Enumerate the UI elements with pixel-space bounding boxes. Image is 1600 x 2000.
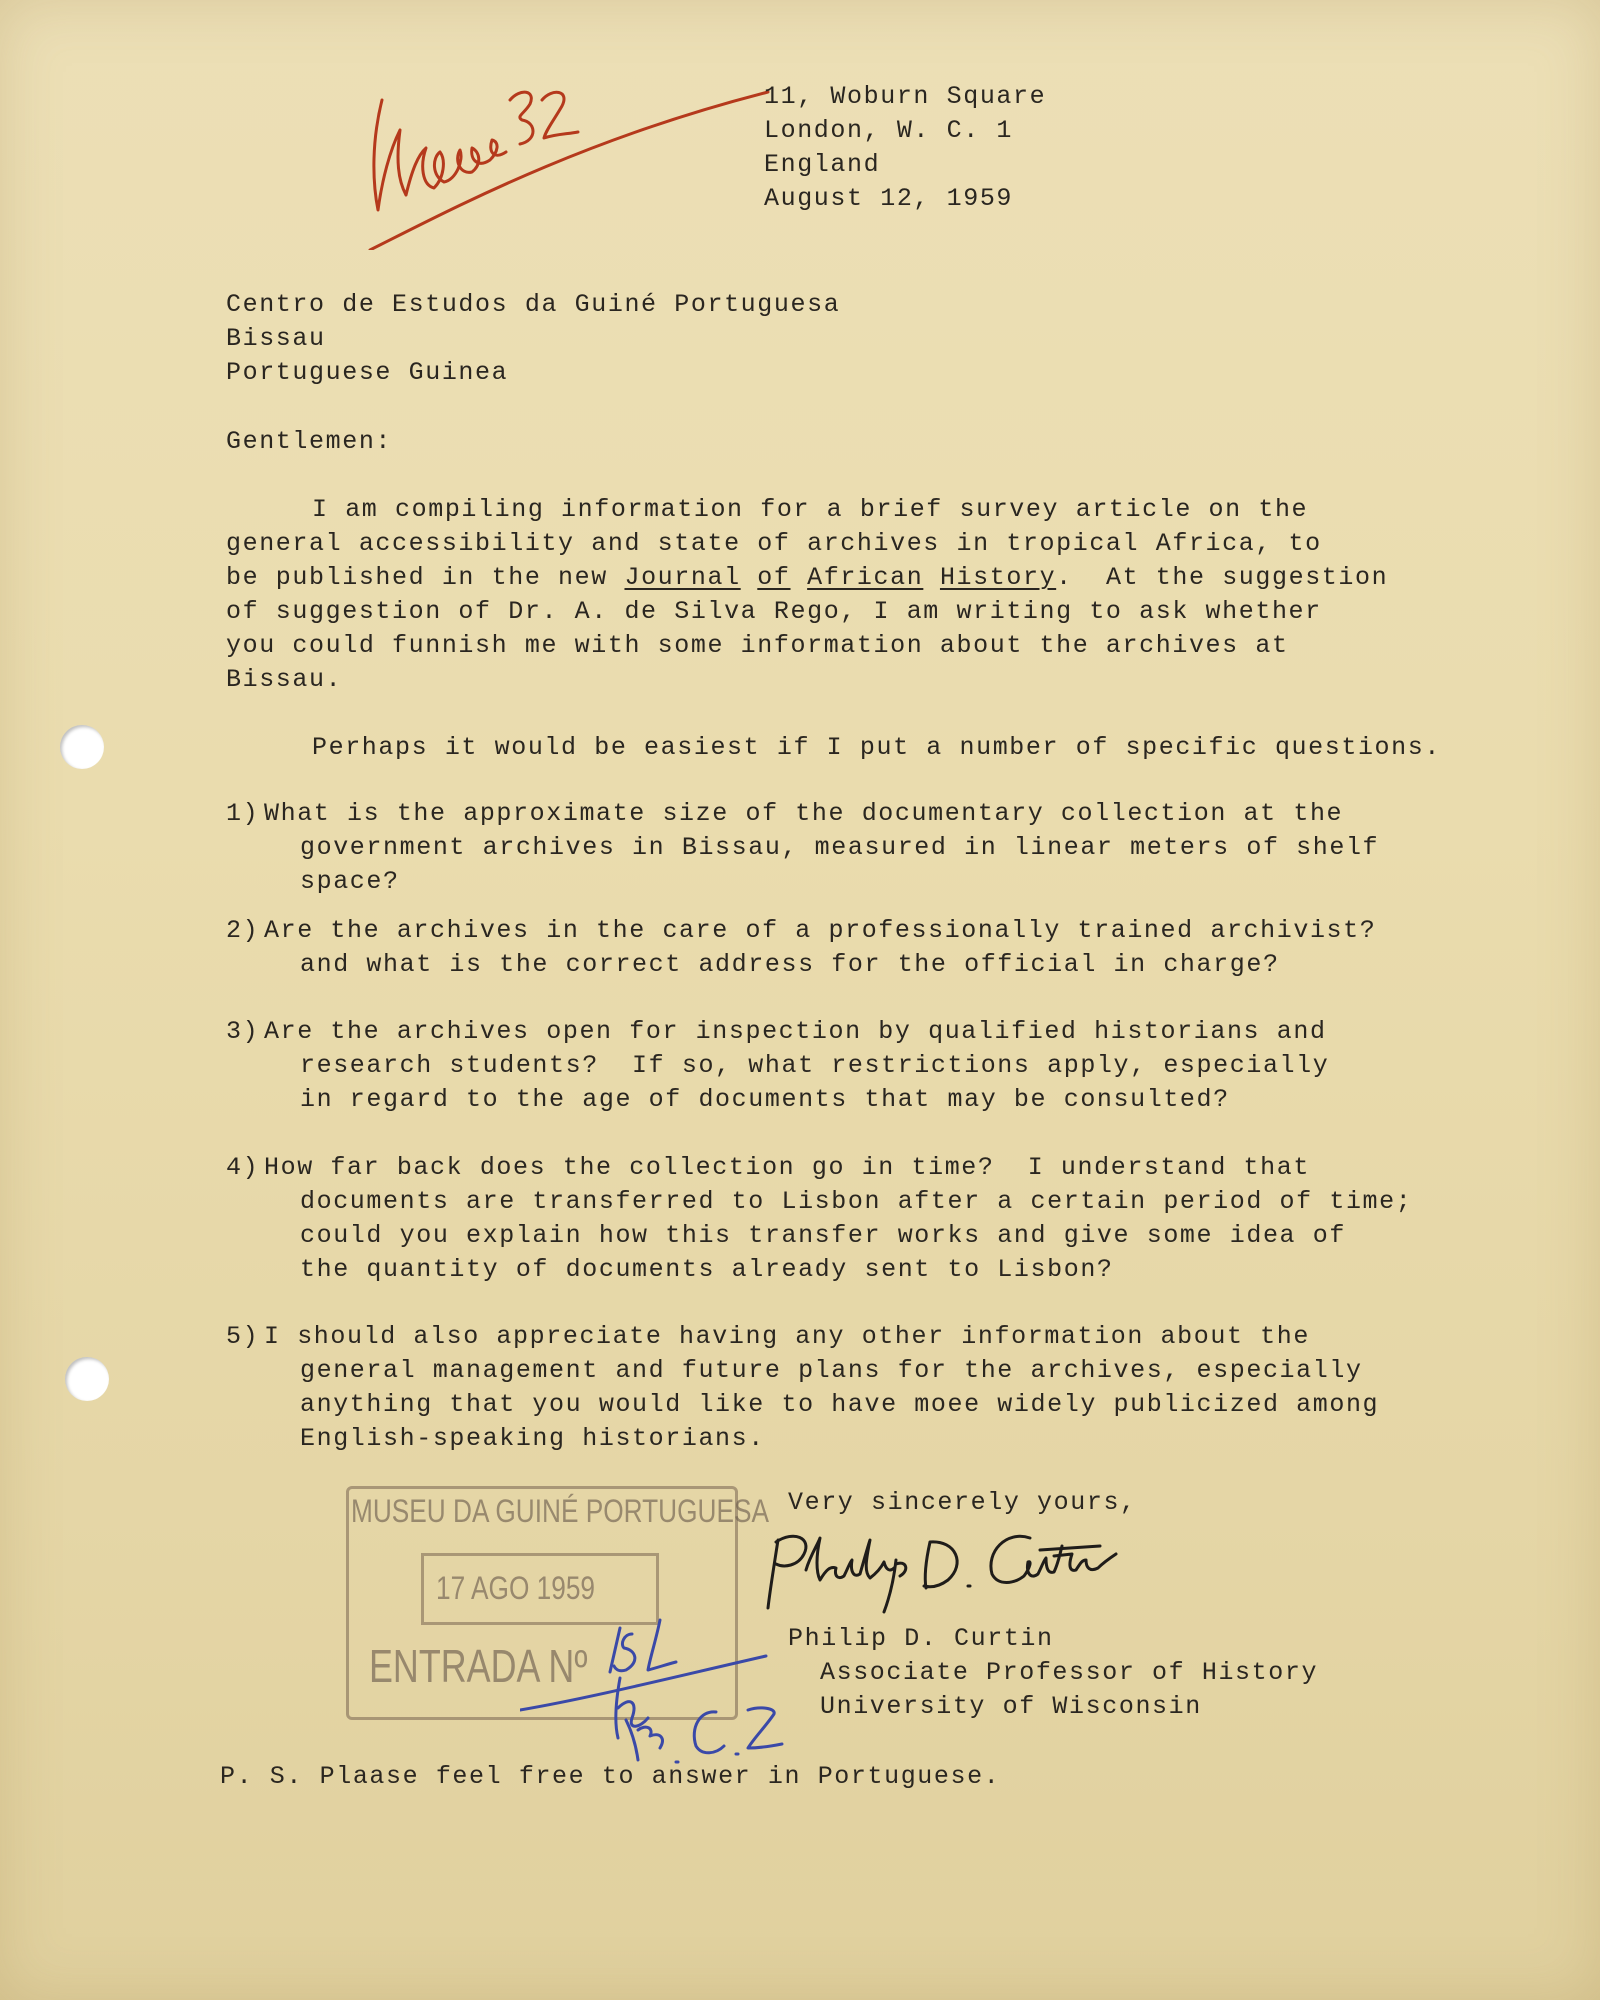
question-5 [226,1320,1380,1453]
punch-hole-lower [65,1357,109,1401]
question-number: 2) [226,916,260,945]
intro-line-3: be published in the new Journal of African History. At the suggestion [226,563,1389,592]
intro-line-6: Bissau. [226,665,343,694]
question-line: the quantity of documents already sent to Lisbon? [300,1255,1114,1284]
question-number: 4) [226,1153,260,1182]
stamp-date: 17 AGO 1959 [436,1570,596,1606]
question-2 [226,914,1377,1016]
question-number: 5) [226,1322,260,1351]
recipient-line-2: Bissau [226,324,326,353]
red-pencil-note [360,60,780,250]
intro-line-4: of suggestion of Dr. A. de Silva Rego, I am writing to ask whether [226,597,1322,626]
questions-intro: Perhaps it would be easiest if I put a number of specific questions. [312,733,1441,762]
question-line: Are the archives in the care of a professionally trained archivist? [264,916,1377,945]
question-line: How far back does the collection go in time? I understand that [264,1153,1310,1182]
question-4 [226,1151,1413,1284]
recipient-line-1: Centro de Estudos da Guiné Portuguesa [226,290,841,319]
question-line: What is the approximate size of the documentary collection at the [264,799,1344,828]
handwritten-signature [760,1520,1120,1620]
question-3 [226,1015,1330,1117]
question-line: Are the archives open for inspection by qualified historians and [264,1017,1327,1046]
sender-address-line-2: London, W. C. 1 [764,116,1014,145]
intro-line-2: general accessibility and state of archives in tropical Africa, to [226,529,1322,558]
intro-line-1: I am compiling information for a brief survey article on the [312,495,1309,524]
question-line: English-speaking historians. [300,1424,765,1453]
stamp-header: MUSEU DA GUINÉ PORTUGUESA [351,1493,769,1529]
postscript: P. S. Plaase feel free to answer in Portuguese. [220,1762,1001,1791]
stamp-entry-label: ENTRADA Nº [369,1640,588,1692]
recipient-line-3: Portuguese Guinea [226,358,509,387]
punch-hole-upper [60,725,104,769]
signature-organization: University of Wisconsin [820,1692,1202,1721]
journal-title-word-2: of [757,563,791,592]
sender-address-line-3: England [764,150,881,179]
intro-line-5: you could funnish me with some information about the archives at [226,631,1289,660]
question-line: general management and future plans for the archives, especially [300,1356,1363,1385]
closing: Very sincerely yours, [788,1488,1137,1517]
signature-title: Associate Professor of History [820,1658,1319,1687]
signature-name: Philip D. Curtin [788,1624,1054,1653]
journal-title-word-1: Journal [624,563,741,592]
question-line: and what is the correct address for the official in charge? [300,950,1280,979]
question-line: anything that you would like to have moee widely publicized among [300,1390,1380,1419]
question-line: could you explain how this transfer works and give some idea of [300,1221,1346,1250]
letter-date: August 12, 1959 [764,184,1014,213]
salutation: Gentlemen: [226,427,393,456]
question-line: in regard to the age of documents that may be consulted? [300,1085,1230,1114]
question-number: 1) [226,799,260,828]
question-line: documents are transferred to Lisbon after a certain period of time; [300,1187,1413,1216]
journal-title-word-3: African [807,563,924,592]
question-line: research students? If so, what restrictions apply, especially [300,1051,1330,1080]
question-line: space? [300,867,400,896]
question-line: I should also appreciate having any other information about the [264,1322,1310,1351]
question-1 [226,797,1380,899]
journal-title-word-4: History [939,563,1057,592]
sender-address-line-1: 11, Woburn Square [764,82,1047,111]
question-line: government archives in Bissau, measured in linear meters of shelf [300,833,1380,862]
question-number: 3) [226,1017,260,1046]
